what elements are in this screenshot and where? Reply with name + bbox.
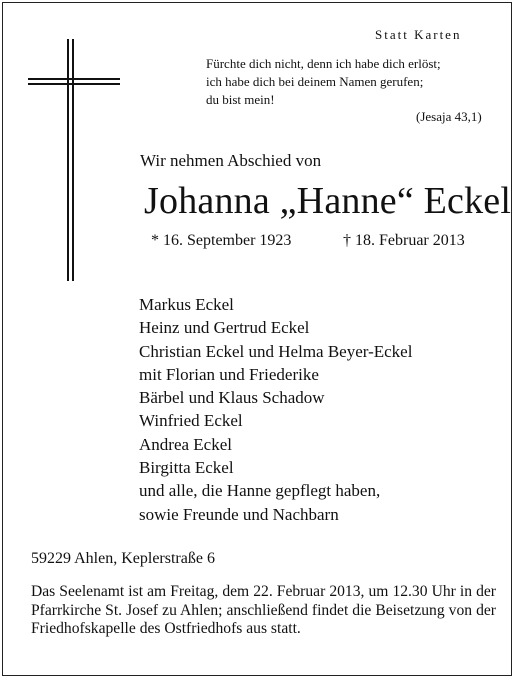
mourner-line: Heinz und Gertrud Eckel (139, 318, 310, 338)
bible-verse (206, 55, 441, 109)
verse-line: Fürchte dich nicht, denn ich habe dich erlöst; (206, 56, 441, 71)
address: 59229 Ahlen, Keplerstraße 6 (31, 550, 215, 567)
cross-vertical-bar (72, 39, 74, 281)
mourner-line: und alle, die Hanne gepflegt haben, (139, 481, 381, 501)
mourner-line: Birgitta Eckel (139, 458, 234, 478)
death-date: † 18. Februar 2013 (343, 232, 465, 249)
verse-reference: (Jesaja 43,1) (416, 109, 482, 124)
statt-karten-label: Statt Karten (375, 27, 462, 42)
mourners-list (139, 293, 412, 526)
mourner-line: Bärbel und Klaus Schadow (139, 388, 325, 408)
mourner-line: Markus Eckel (139, 295, 234, 314)
verse-line: du bist mein! (206, 92, 275, 107)
cross-vertical-bar (67, 39, 69, 281)
verse-line: ich habe dich bei deinem Namen gerufen; (206, 74, 424, 89)
cross-horizontal-bar (28, 83, 120, 85)
mourner-line: Christian Eckel und Helma Beyer-Eckel (139, 341, 413, 361)
birth-date: * 16. September 1923 (151, 232, 292, 249)
cross-horizontal-bar (28, 78, 120, 80)
mourner-line: Andrea Eckel (139, 434, 232, 454)
farewell-intro: Wir nehmen Abschied von (140, 151, 322, 170)
obituary-notice (2, 2, 512, 676)
mourner-line: sowie Freunde und Nachbarn (139, 504, 339, 524)
deceased-name: Johanna „Hanne“ Eckel (144, 180, 512, 222)
funeral-notice: Das Seelenamt ist am Freitag, dem 22. Februar 2013, um 12.30 Uhr in der Pfarrkirche St. Josef zu Ahlen; anschließend findet die Beisetzung von der Friedhofskapelle des Ostfriedhofs aus statt. (31, 583, 496, 637)
mourner-line: mit Florian und Friederike (139, 364, 319, 384)
mourner-line: Winfried Eckel (139, 411, 243, 431)
